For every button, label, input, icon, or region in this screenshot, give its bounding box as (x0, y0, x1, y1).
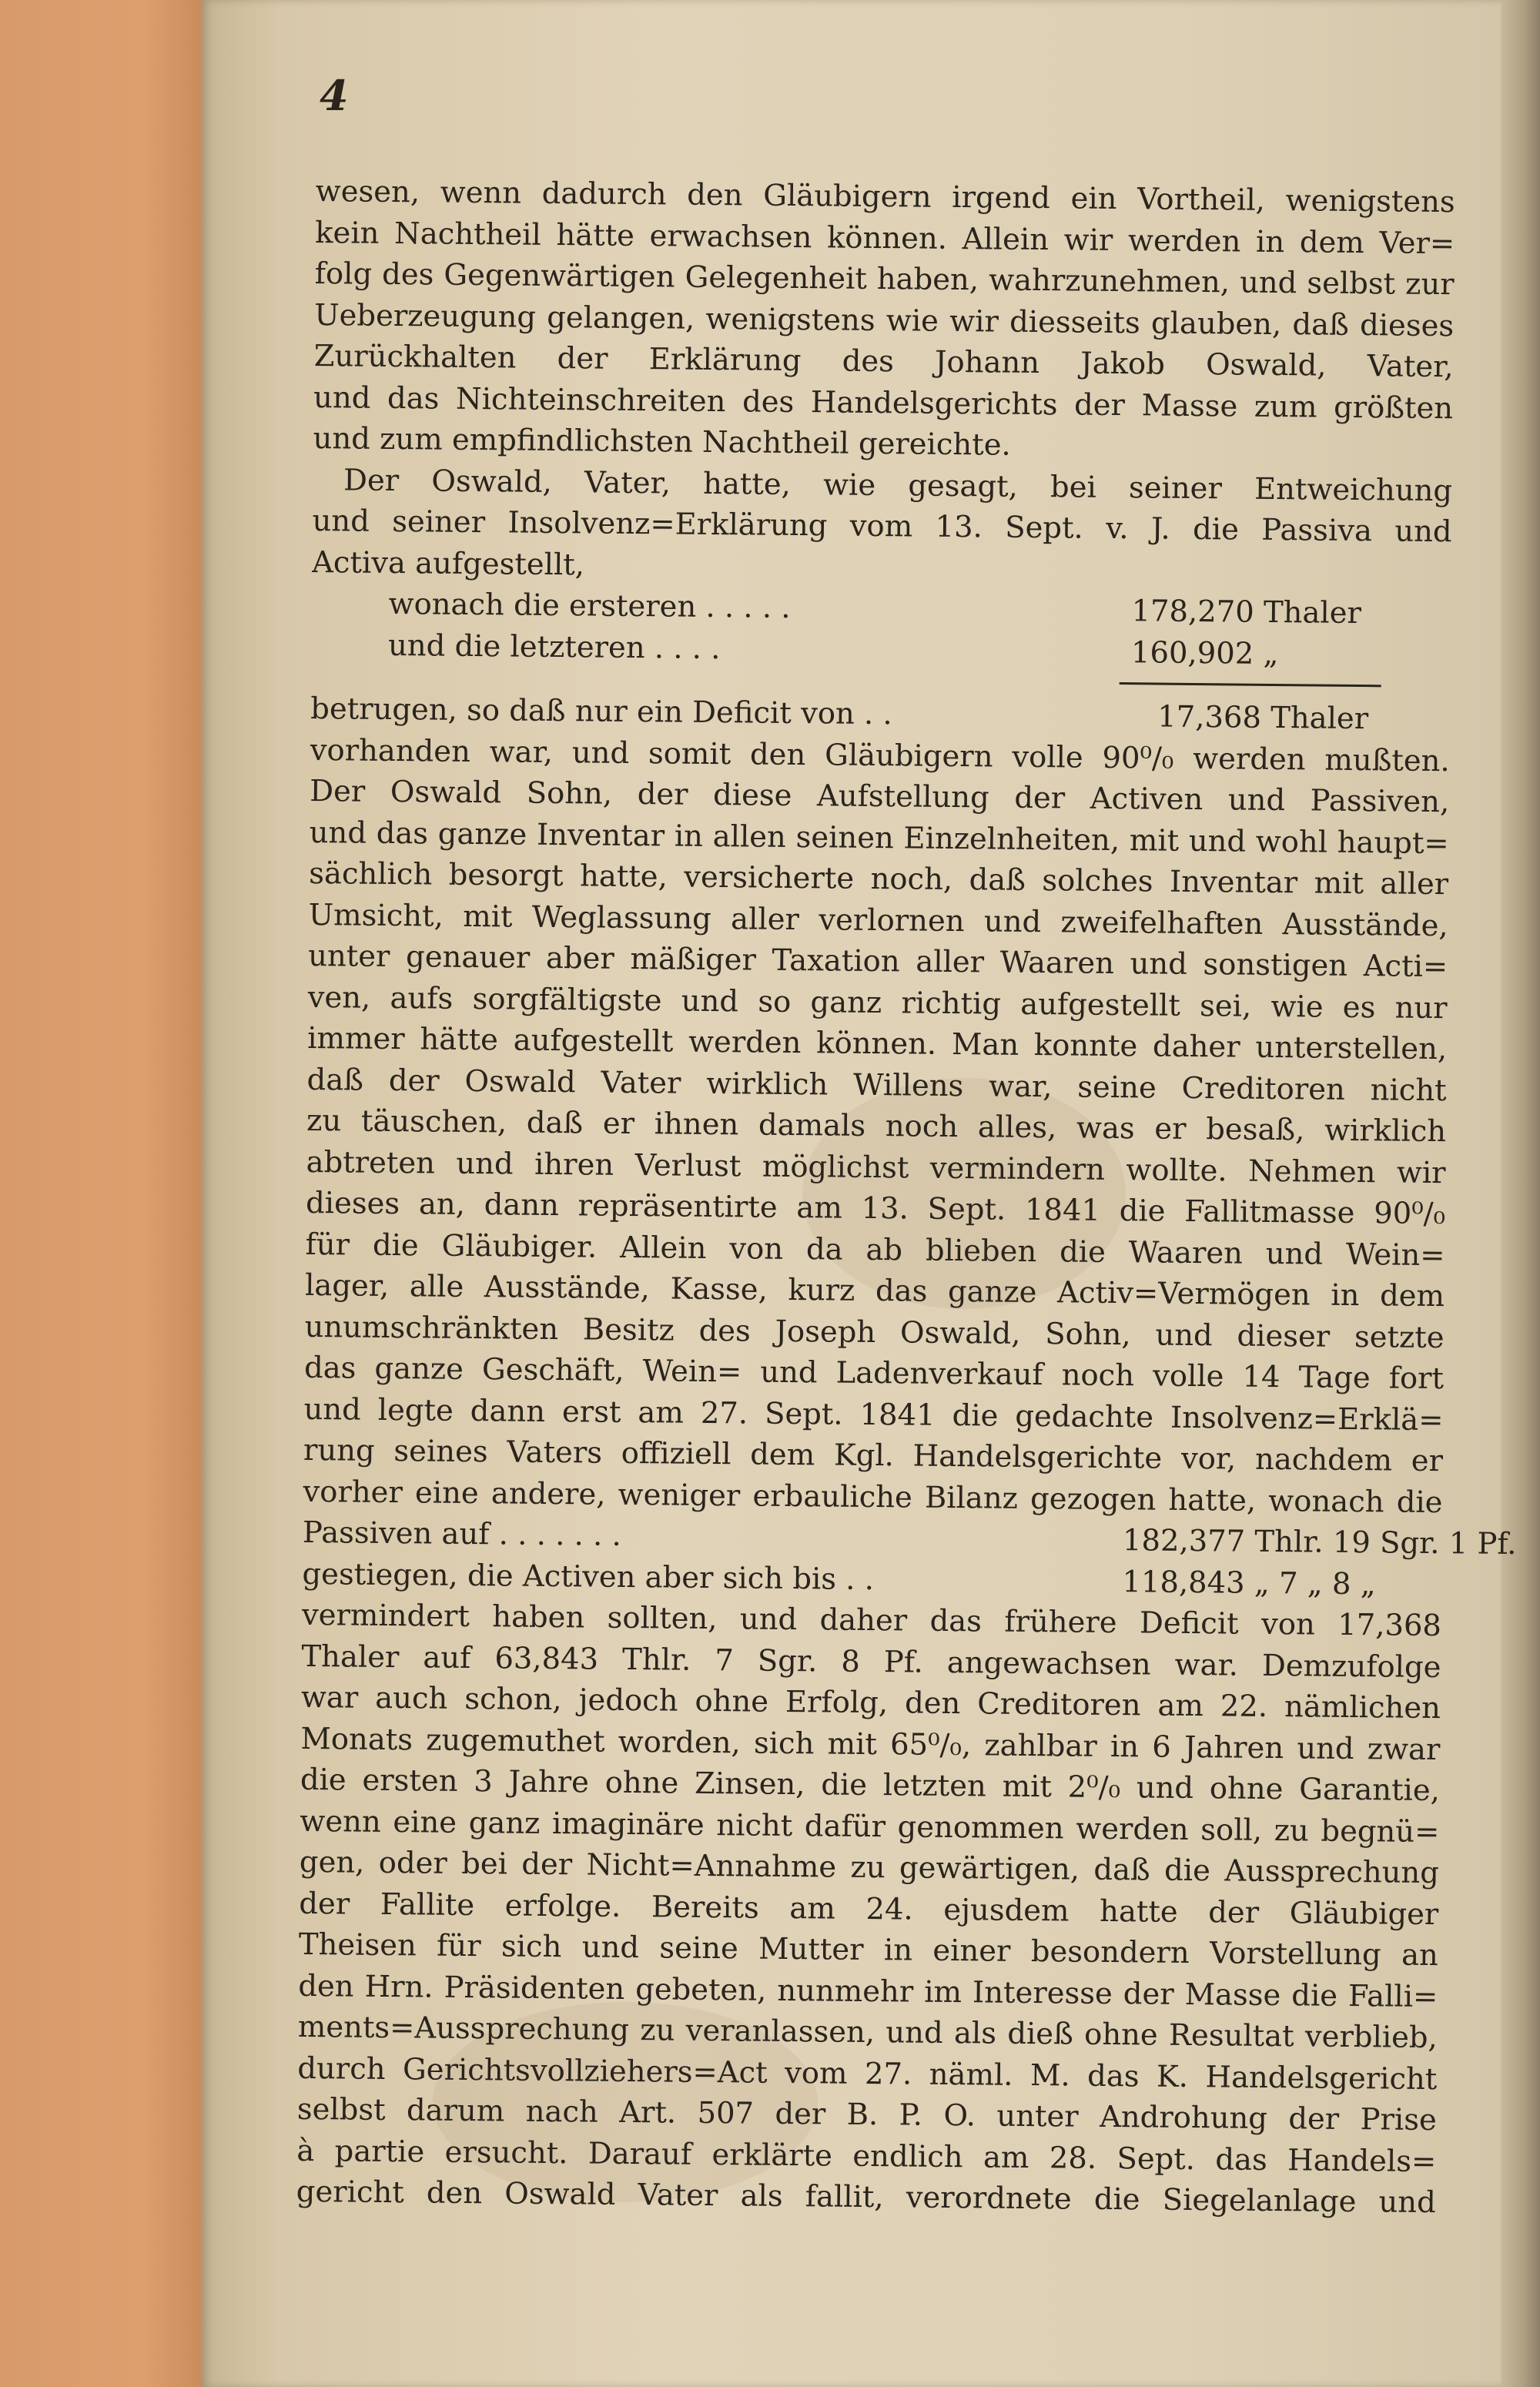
text-line: folg des Gegenwärtigen Gelegenheit haben, wahrzunehmen, und selbst zur (314, 256, 1455, 303)
text-line: rung seines Vaters offiziell dem Kgl. Handelsgerichte vor, nachdem er (303, 1432, 1444, 1479)
text-line: lager, alle Ausstände, Kasse, kurz das ganze Activ=Vermögen in dem (304, 1267, 1445, 1314)
sum-rule-line (1120, 682, 1381, 687)
text-line: gericht den Oswald Vater als fallit, verordnete die Siegelanlage und (296, 2174, 1436, 2221)
text-line: unter genauer aber mäßiger Taxation aller Waaren und sonstigen Acti= (307, 938, 1448, 985)
text-line: den Hrn. Präsidenten gebeten, nunmehr im Interesse der Masse die Falli= (298, 1968, 1438, 2014)
text-line: daß der Oswald Vater wirklich Willens war, seine Creditoren nicht (306, 1062, 1447, 1108)
page-number: 4 (320, 71, 349, 120)
text-line: war auch schon, jedoch ohne Erfolg, den Creditoren am 22. nämlichen (300, 1679, 1441, 1726)
text-line: wesen, wenn dadurch den Gläubigern irgend ein Vortheil, wenigstens (315, 173, 1455, 220)
text-line: dieses an, dann repräsentirte am 13. Sept. 1841 die Fallitmasse 90⁰/₀ (305, 1185, 1446, 1232)
table-label: betrugen, so daß nur ein Deficit von . . (310, 691, 892, 732)
book-binding-edge (1502, 0, 1540, 2387)
text-line: sächlich besorgt hatte, versicherte noch, daß solches Inventar mit aller (309, 855, 1449, 902)
text-line: und das ganze Inventar in allen seinen Einzelnheiten, mit und wohl haupt= (309, 815, 1449, 861)
text-line: Umsicht, mit Weglassung aller verlornen und zweifelhaften Ausstände, (308, 897, 1448, 943)
text-line: vorhanden war, und somit den Gläubigern volle 90⁰/₀ werden mußten. (310, 732, 1450, 778)
text-line: durch Gerichtsvollziehers=Act vom 27. näml. M. das K. Handelsgericht (297, 2051, 1438, 2097)
table-value: 182,377 Thlr. 19 Sgr. 1 Pf. (1122, 1523, 1517, 1562)
text-line: zu täuschen, daß er ihnen damals noch alles, was er besaß, wirklich (306, 1103, 1447, 1150)
text-line-content: Der Oswald, Vater, hatte, wie gesagt, bei seiner Entweichung (343, 462, 1453, 508)
text-line: selbst darum nach Art. 507 der B. P. O. unter Androhung der Prise (296, 2091, 1437, 2138)
text-line: der Fallite erfolge. Bereits am 24. ejusdem hatte der Gläubiger (299, 1886, 1439, 1932)
table-label: gestiegen, die Activen aber sich bis . . (302, 1556, 875, 1597)
text-line: Activa aufgestellt, (311, 544, 585, 582)
text-line: Monats zugemuthet worden, sich mit 65⁰/₀, zahlbar in 6 Jahren und zwar (300, 1721, 1441, 1767)
adjacent-page-edge (0, 0, 202, 2387)
text-line: gen, oder bei der Nicht=Annahme zu gewärtigen, daß die Aussprechung (299, 1844, 1440, 1891)
body-text (296, 171, 1517, 2224)
text-line: Thaler auf 63,843 Thlr. 7 Sgr. 8 Pf. angewachsen war. Demzufolge (301, 1639, 1441, 1685)
table-label: wonach die ersteren . . . . . (388, 586, 791, 625)
text-line: wenn eine ganz imaginäre nicht dafür genommen werden soll, zu begnü= (300, 1803, 1440, 1850)
table-value: 118,843 „ 7 „ 8 „ (1122, 1564, 1376, 1602)
text-line: und das Nichteinschreiten des Handelsgerichts der Masse zum größten (313, 380, 1454, 426)
table-value: 160,902 „ (1130, 634, 1279, 671)
table-label: und die letzteren . . . . (387, 628, 721, 666)
text-line: abtreten und ihren Verlust möglichst vermindern wollte. Nehmen wir (306, 1144, 1446, 1190)
text-line: vermindert haben sollten, und daher das frühere Deficit von 17,368 (301, 1597, 1442, 1644)
text-line: ven, aufs sorgfältigste und so ganz richtig aufgestellt sei, wie es nur (307, 979, 1448, 1026)
text-line: vorher eine andere, weniger erbauliche Bilanz gezogen hatte, wonach die (303, 1474, 1443, 1520)
text-line: unumschränkten Besitz des Joseph Oswald, Sohn, und dieser setzte (304, 1309, 1445, 1355)
text-line: für die Gläubiger. Allein von da ab blieben die Waaren und Wein= (305, 1227, 1445, 1273)
text-line: Theisen für sich und seine Mutter in einer besondern Vorstellung an (298, 1927, 1439, 1974)
text-line: à partie ersucht. Darauf erklärte endlich am 28. Sept. das Handels= (296, 2133, 1437, 2179)
text-line: Zurückhalten der Erklärung des Johann Jakob Oswald, Vater, (313, 338, 1454, 385)
text-line: die ersten 3 Jahre ohne Zinsen, die letzten mit 2⁰/₀ und ohne Garantie, (300, 1762, 1441, 1809)
text-line: kein Nachtheil hätte erwachsen können. Allein wir werden in dem Ver= (315, 215, 1455, 261)
table-value: 17,368 Thaler (1157, 699, 1369, 737)
table-label: Passiven auf . . . . . . . (302, 1515, 622, 1553)
text-line: und legte dann erst am 27. Sept. 1841 die gedachte Insolvenz=Erklä= (303, 1391, 1444, 1438)
text-line: immer hätte aufgestellt werden können. Man konnte daher unterstellen, (306, 1020, 1448, 1067)
text-line: Der Oswald Sohn, der diese Aufstellung der Activen und Passiven, (310, 773, 1450, 820)
text-line: ments=Aussprechung zu veranlassen, und als dieß ohne Resultat verblieb, (297, 2009, 1438, 2056)
table-value: 178,270 Thaler (1131, 594, 1362, 631)
text-line: und seiner Insolvenz=Erklärung vom 13. Sept. v. J. die Passiva und (312, 503, 1452, 550)
text-line: und zum empfindlichsten Nachtheil gereichte. (313, 420, 1011, 463)
text-line: das ganze Geschäft, Wein= und Ladenverkauf noch volle 14 Tage fort (303, 1350, 1445, 1397)
text-line: Ueberzeugung gelangen, wenigstens wie wir diesseits glauben, daß dieses (313, 297, 1455, 343)
